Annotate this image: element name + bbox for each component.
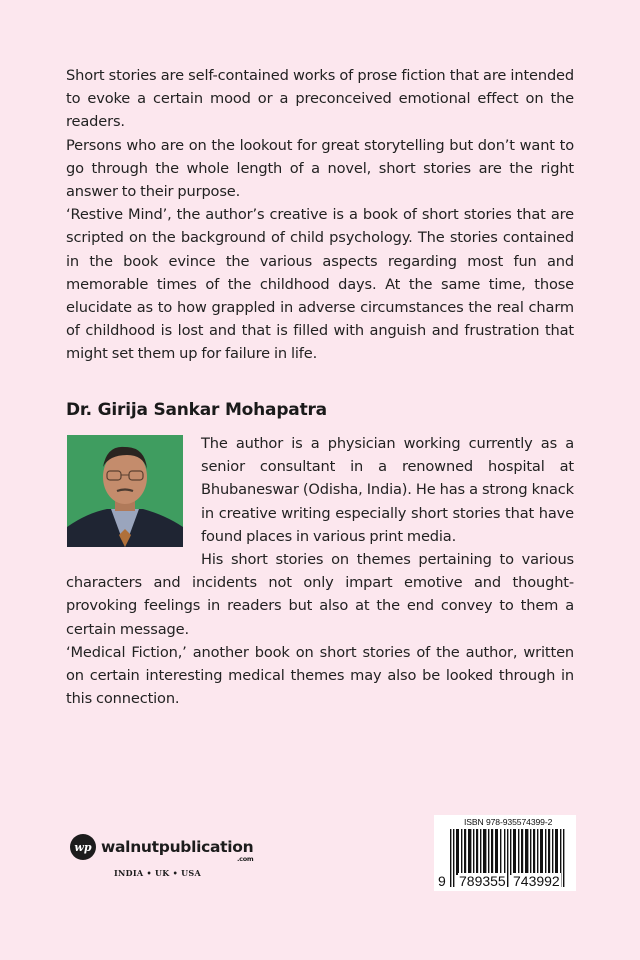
publisher-domain: .com — [237, 855, 254, 863]
blurb-paragraph-3: ‘Restive Mind’, the author’s creative is a book of short stories that are scripted on the background of child psychology. The stories contained in the book evince the various aspects regarding most fun and memorable times of the childhood days. At the same time, those elucidate as to how grappled in adverse circumstances the real charm of childhood is lost and that is filled with anguish and frustration that might set them up for failure in life. — [66, 206, 574, 363]
barcode-digit-group-1: 789355 — [459, 873, 506, 889]
publisher-name — [101, 838, 254, 863]
author-bio-section — [66, 432, 574, 710]
barcode-digit-first: 9 — [438, 873, 446, 889]
barcode-digit-group-2: 743992 — [513, 873, 560, 889]
back-cover-blurb — [66, 64, 574, 366]
author-bio-paragraph-3: ‘Medical Fiction,’ another book on short stories of the author, written on certain interesting medical themes may also be looked through in this connection. — [66, 643, 574, 708]
publisher-countries: INDIA • UK • USA — [114, 868, 201, 878]
barcode-digits — [434, 873, 576, 889]
walnut-logo-icon: wp — [70, 834, 96, 860]
isbn-barcode — [434, 815, 576, 891]
blurb-paragraph-1: Short stories are self-contained works of prose fiction that are intended to evoke a certain mood or a preconceived emotional effect on the readers. — [66, 67, 574, 131]
publisher-name-text: walnutpublication — [101, 838, 254, 856]
author-photo — [67, 435, 183, 547]
isbn-label: ISBN 978-935574399-2 — [464, 817, 553, 827]
author-portrait-image — [67, 435, 183, 547]
author-name: Dr. Girija Sankar Mohapatra — [66, 400, 327, 420]
blurb-paragraph-2: Persons who are on the lookout for great storytelling but don’t want to go through the whole length of a novel, short stories are the right answer to their purpose. — [66, 136, 574, 201]
author-bio-paragraph-2: His short stories on themes pertaining to various characters and incidents not only impart emotive and thought-provoking feelings in readers but also at the end convey to them a certain message. — [66, 551, 574, 638]
author-bio-paragraph-1: The author is a physician working currently as a senior consultant in a renowned hospital at Bhubaneswar (Odisha, India). He has a strong knack in creative writing especially short stories that have found places in various print media. — [201, 435, 574, 545]
publisher-logo — [70, 834, 253, 878]
